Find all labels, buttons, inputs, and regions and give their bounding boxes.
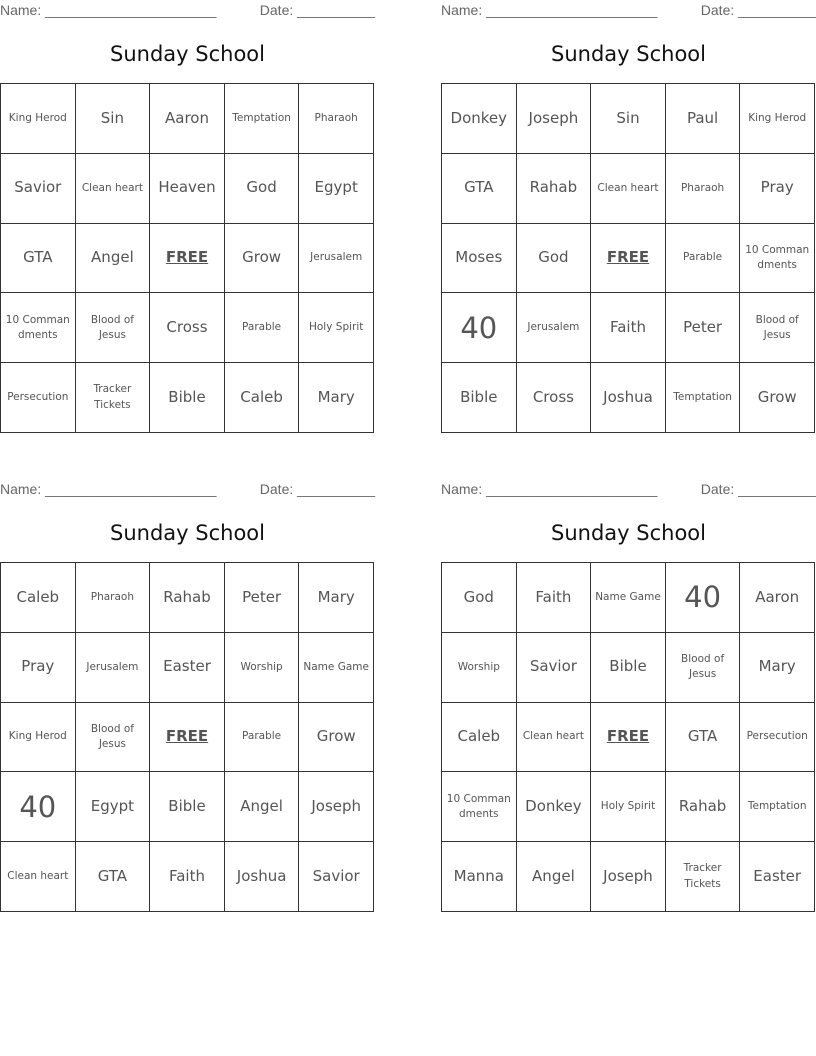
- card-title: Sunday School: [110, 42, 265, 66]
- bingo-cell: Sin: [76, 84, 151, 154]
- name-field: Name: ______________________: [441, 481, 658, 497]
- bingo-cell: Pray: [1, 633, 76, 703]
- bingo-cell: Bible: [591, 633, 666, 703]
- bingo-cell: Persecution: [740, 703, 815, 773]
- card-title: Sunday School: [551, 42, 706, 66]
- bingo-cell: King Herod: [1, 84, 76, 154]
- bingo-cell: Peter: [666, 293, 741, 363]
- bingo-cell: Grow: [740, 363, 815, 433]
- bingo-cell: Mary: [299, 563, 374, 633]
- bingo-cell: Joseph: [299, 772, 374, 842]
- bingo-cell: Tracker Tickets: [76, 363, 151, 433]
- bingo-cell: Heaven: [150, 154, 225, 224]
- free-space: FREE: [591, 224, 666, 294]
- bingo-cell: GTA: [1, 224, 76, 294]
- bingo-cell: Pharaoh: [299, 84, 374, 154]
- bingo-card-4: [441, 479, 816, 919]
- bingo-cell: Clean heart: [517, 703, 592, 773]
- bingo-cell: God: [517, 224, 592, 294]
- bingo-cell: GTA: [442, 154, 517, 224]
- name-field: Name: ______________________: [0, 481, 217, 497]
- date-field: Date: __________: [700, 2, 816, 18]
- bingo-cell: Moses: [442, 224, 517, 294]
- bingo-cell: Parable: [666, 224, 741, 294]
- bingo-cell: Holy Spirit: [591, 772, 666, 842]
- bingo-grid: [441, 83, 815, 433]
- bingo-cell: Temptation: [740, 772, 815, 842]
- bingo-cell: Caleb: [225, 363, 300, 433]
- bingo-cell: Bible: [442, 363, 517, 433]
- bingo-cell: Faith: [517, 563, 592, 633]
- bingo-card-1: [0, 0, 375, 440]
- bingo-card-3: [0, 479, 375, 919]
- bingo-cell: Savior: [517, 633, 592, 703]
- free-space: FREE: [591, 703, 666, 773]
- bingo-cell: GTA: [76, 842, 151, 912]
- bingo-cell: Blood of Jesus: [666, 633, 741, 703]
- free-space: FREE: [150, 224, 225, 294]
- bingo-cell: Angel: [76, 224, 151, 294]
- bingo-cell: Clean heart: [76, 154, 151, 224]
- card-header: [0, 481, 375, 499]
- bingo-cell: Joshua: [591, 363, 666, 433]
- bingo-cell: Easter: [150, 633, 225, 703]
- bingo-cell: Worship: [442, 633, 517, 703]
- bingo-cell: Donkey: [517, 772, 592, 842]
- bingo-cell: Grow: [225, 224, 300, 294]
- bingo-cell: 40: [1, 772, 76, 842]
- bingo-cell: Bible: [150, 772, 225, 842]
- bingo-cell: Rahab: [517, 154, 592, 224]
- bingo-cell: Donkey: [442, 84, 517, 154]
- bingo-cell: Pharaoh: [76, 563, 151, 633]
- bingo-cell: Jerusalem: [76, 633, 151, 703]
- bingo-cell: Joshua: [225, 842, 300, 912]
- bingo-cell: Rahab: [666, 772, 741, 842]
- bingo-cell: Sin: [591, 84, 666, 154]
- bingo-cell: Mary: [299, 363, 374, 433]
- bingo-cell: Name Game: [299, 633, 374, 703]
- card-header: [441, 2, 816, 20]
- bingo-cell: Clean heart: [1, 842, 76, 912]
- bingo-cell: Pharaoh: [666, 154, 741, 224]
- date-field: Date: __________: [700, 481, 816, 497]
- bingo-cell: Egypt: [76, 772, 151, 842]
- bingo-cell: Joseph: [517, 84, 592, 154]
- bingo-cell: Tracker Tickets: [666, 842, 741, 912]
- bingo-cell: Aaron: [150, 84, 225, 154]
- bingo-cell: 10 Commandments: [740, 224, 815, 294]
- name-field: Name: ______________________: [0, 2, 217, 18]
- bingo-cell: Savior: [299, 842, 374, 912]
- card-title: Sunday School: [551, 521, 706, 545]
- bingo-grid: [0, 562, 374, 912]
- bingo-cell: Clean heart: [591, 154, 666, 224]
- date-field: Date: __________: [259, 481, 375, 497]
- bingo-cell: Worship: [225, 633, 300, 703]
- bingo-cell: Savior: [1, 154, 76, 224]
- bingo-cell: GTA: [666, 703, 741, 773]
- card-title: Sunday School: [110, 521, 265, 545]
- bingo-cell: Grow: [299, 703, 374, 773]
- bingo-cell: Parable: [225, 703, 300, 773]
- bingo-cell: Rahab: [150, 563, 225, 633]
- bingo-cell: Persecution: [1, 363, 76, 433]
- bingo-cell: Mary: [740, 633, 815, 703]
- bingo-cell: Faith: [591, 293, 666, 363]
- bingo-cell: Temptation: [666, 363, 741, 433]
- bingo-cell: Caleb: [442, 703, 517, 773]
- bingo-cell: Blood of Jesus: [76, 703, 151, 773]
- bingo-cell: God: [442, 563, 517, 633]
- bingo-cell: King Herod: [740, 84, 815, 154]
- bingo-cell: Manna: [442, 842, 517, 912]
- bingo-cell: Aaron: [740, 563, 815, 633]
- name-field: Name: ______________________: [441, 2, 658, 18]
- bingo-cell: Temptation: [225, 84, 300, 154]
- card-header: [0, 2, 375, 20]
- bingo-cell: Paul: [666, 84, 741, 154]
- bingo-cell: Angel: [225, 772, 300, 842]
- bingo-cell: 40: [442, 293, 517, 363]
- bingo-cell: Faith: [150, 842, 225, 912]
- bingo-cell: Name Game: [591, 563, 666, 633]
- bingo-cell: Bible: [150, 363, 225, 433]
- bingo-cell: Egypt: [299, 154, 374, 224]
- card-header: [441, 481, 816, 499]
- bingo-card-2: [441, 0, 816, 440]
- bingo-cell: Jerusalem: [299, 224, 374, 294]
- bingo-cell: Pray: [740, 154, 815, 224]
- bingo-cell: Joseph: [591, 842, 666, 912]
- bingo-cell: 10 Commandments: [442, 772, 517, 842]
- bingo-cell: Holy Spirit: [299, 293, 374, 363]
- bingo-cell: Easter: [740, 842, 815, 912]
- bingo-cell: Parable: [225, 293, 300, 363]
- free-space: FREE: [150, 703, 225, 773]
- bingo-cell: Caleb: [1, 563, 76, 633]
- bingo-cell: 40: [666, 563, 741, 633]
- bingo-cell: Jerusalem: [517, 293, 592, 363]
- bingo-grid: [0, 83, 374, 433]
- bingo-cell: Angel: [517, 842, 592, 912]
- bingo-cell: Cross: [150, 293, 225, 363]
- bingo-cell: Blood of Jesus: [740, 293, 815, 363]
- bingo-cell: 10 Commandments: [1, 293, 76, 363]
- bingo-cell: Cross: [517, 363, 592, 433]
- bingo-cell: Peter: [225, 563, 300, 633]
- bingo-grid: [441, 562, 815, 912]
- bingo-cell: God: [225, 154, 300, 224]
- bingo-cell: King Herod: [1, 703, 76, 773]
- bingo-cell: Blood of Jesus: [76, 293, 151, 363]
- date-field: Date: __________: [259, 2, 375, 18]
